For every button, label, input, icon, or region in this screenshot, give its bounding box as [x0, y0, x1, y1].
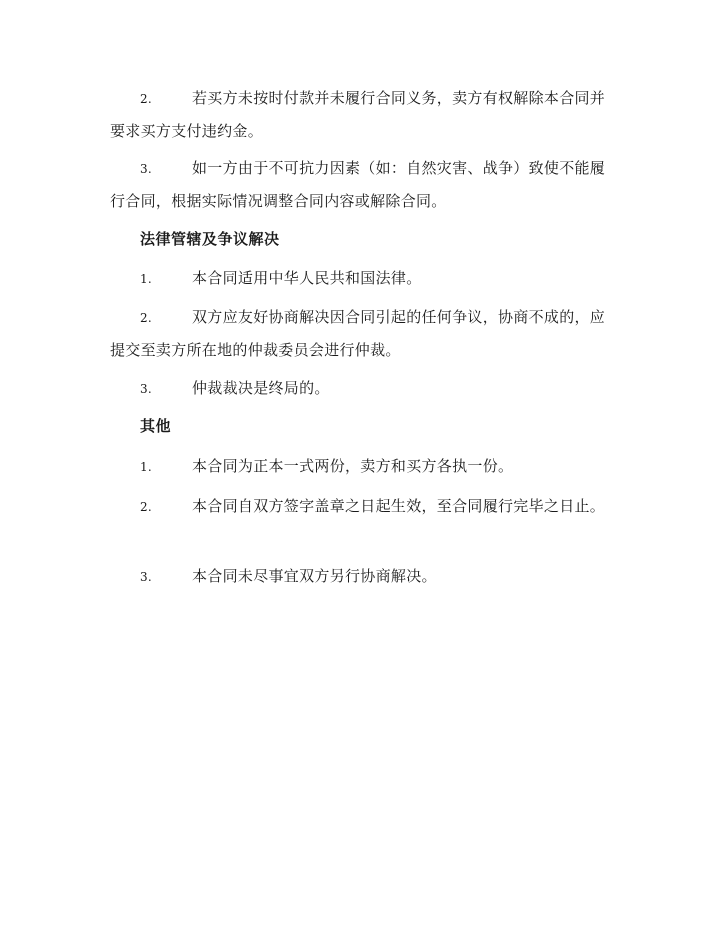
clause-number: 2.	[140, 500, 153, 514]
clause-number: 3.	[140, 162, 153, 176]
clause-number: 1.	[140, 460, 153, 474]
clause-breach-2	[110, 82, 606, 147]
clause-jurisdiction-1	[110, 262, 606, 295]
clause-number: 2.	[140, 92, 153, 106]
clause-text: 本合同为正本一式两份，卖方和买方各执一份。	[192, 457, 514, 475]
clause-jurisdiction-3	[110, 372, 606, 405]
clause-text: 本合同未尽事宜双方另行协商解决。	[192, 567, 437, 585]
clause-text: 双方应友好协商解决因合同引起的任何争议，协商不成的，应提交至卖方所在地的仲裁委员会进行仲裁。	[110, 308, 606, 359]
clause-number: 3.	[140, 382, 153, 396]
clause-jurisdiction-2	[110, 301, 606, 366]
clause-text: 本合同适用中华人民共和国法律。	[192, 269, 422, 287]
section-heading-other: 其他	[140, 417, 172, 435]
clause-text: 若买方未按时付款并未履行合同义务，卖方有权解除本合同并要求买方支付违约金。	[110, 89, 606, 140]
clause-text: 如一方由于不可抗力因素（如：自然灾害、战争）致使不能履行合同，根据实际情况调整合同内容或解除合同。	[110, 159, 606, 210]
clause-other-2	[110, 490, 606, 523]
clause-number: 1.	[140, 272, 153, 286]
clause-other-1	[110, 450, 606, 483]
clause-other-3	[110, 560, 606, 593]
clause-number: 2.	[140, 311, 153, 325]
clause-text: 仲裁裁决是终局的。	[192, 379, 330, 397]
clause-text: 本合同自双方签字盖章之日起生效，至合同履行完毕之日止。	[192, 497, 606, 515]
section-heading-jurisdiction: 法律管辖及争议解决	[140, 230, 280, 248]
clause-number: 3.	[140, 570, 153, 584]
clause-breach-3	[110, 152, 606, 217]
